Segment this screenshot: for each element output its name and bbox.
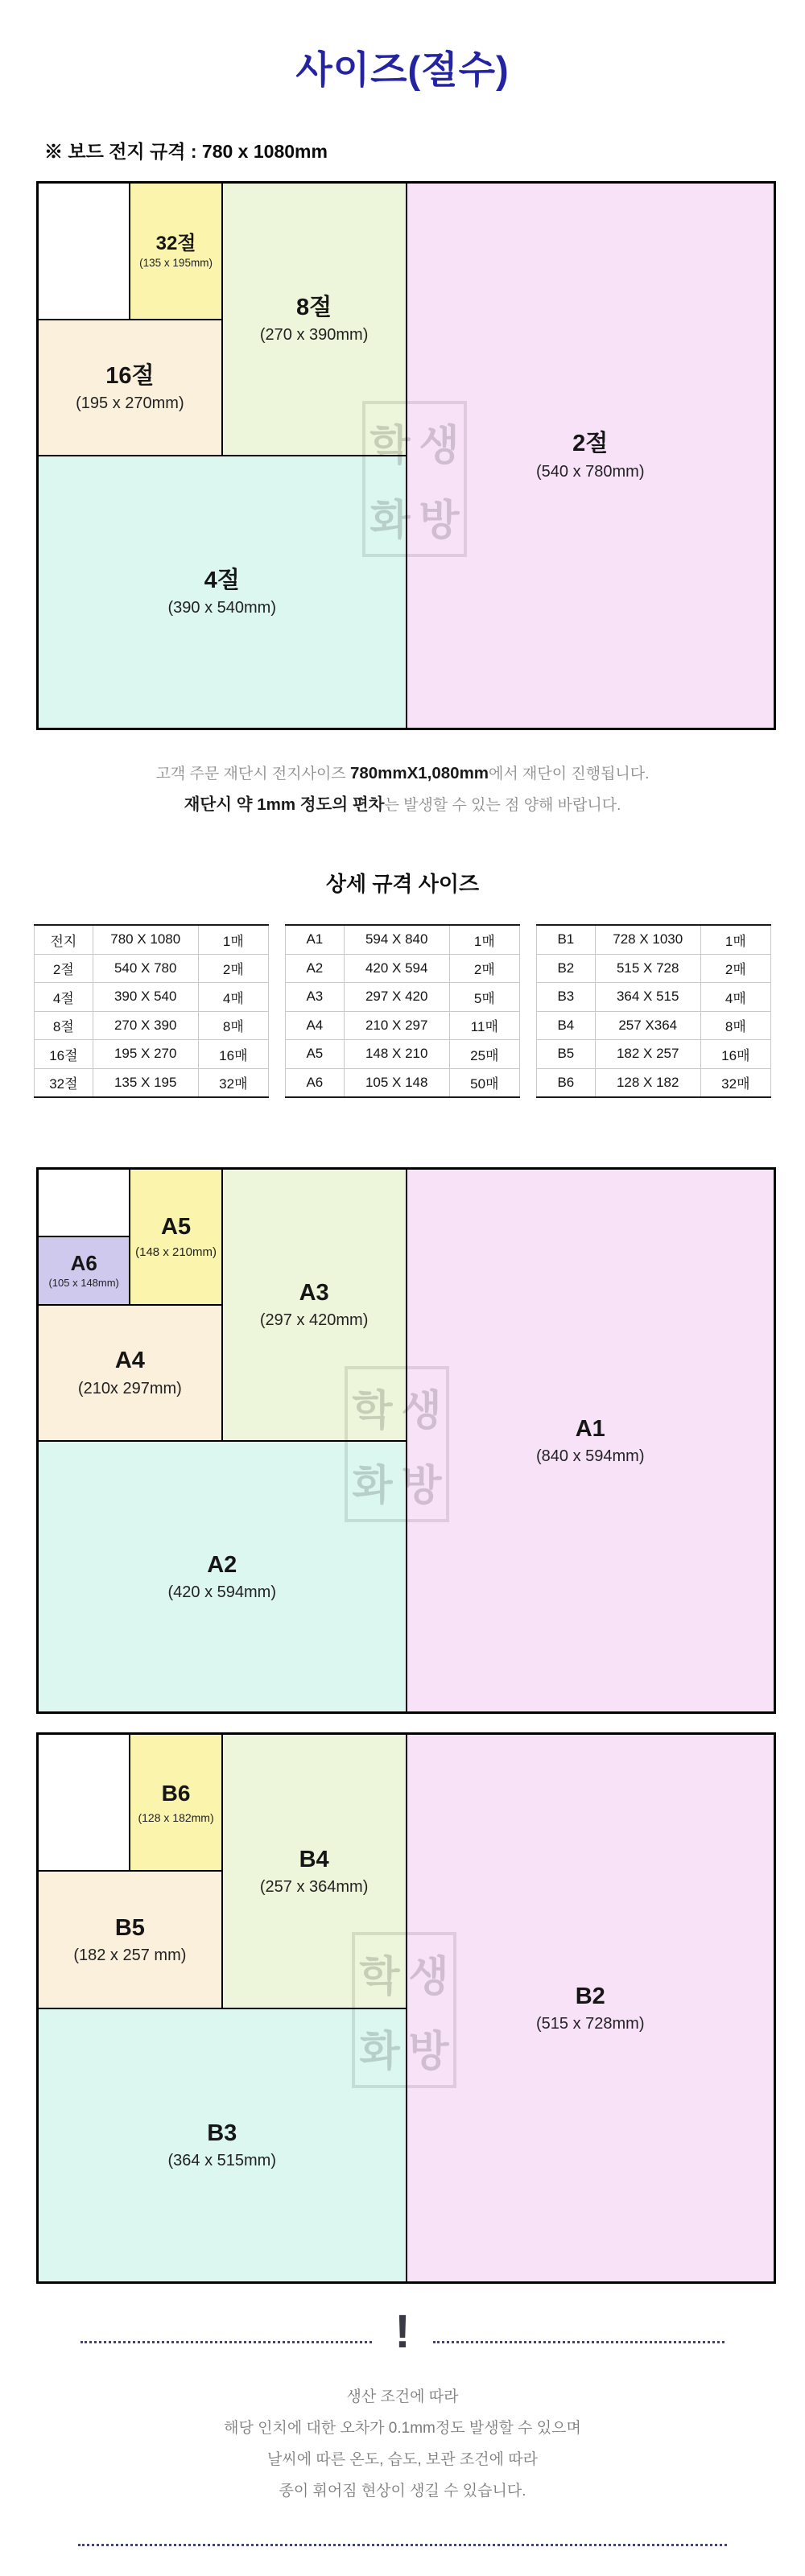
a-series-cell-a2: [38, 1441, 407, 1713]
table-cell: 364 X 515: [595, 983, 700, 1012]
a-series-cell-a5: [130, 1169, 221, 1305]
cell-dimension: (840 x 594mm): [536, 1447, 645, 1466]
jeolsu-diagram: [36, 181, 776, 730]
table-cell: 전지: [35, 925, 93, 954]
b-series-cell-b3: [38, 2008, 407, 2283]
table-cell: 105 X 148: [344, 1068, 449, 1097]
board-spec-heading: ※ 보드 전지 규격 : 780 x 1080mm: [44, 141, 328, 162]
b-series-cell-b5: [38, 1871, 222, 2008]
table-cell: B4: [537, 1011, 596, 1040]
spec-table-b-series: [536, 924, 771, 1098]
table-cell: 16절: [35, 1040, 93, 1069]
b-series-empty-cell: [38, 1734, 130, 1871]
b-series-cell-b6: [130, 1734, 221, 1871]
table-row: [286, 954, 520, 983]
cell-label: 8절: [296, 294, 332, 320]
cell-dimension: (195 x 270mm): [76, 394, 184, 412]
spec-tables-title: 상세 규격 사이즈: [325, 872, 480, 896]
table-cell: B2: [537, 954, 596, 983]
table-cell: B5: [537, 1040, 596, 1069]
table-cell: 420 X 594: [344, 954, 449, 983]
cell-label: B2: [575, 1983, 605, 2009]
cell-dimension: (540 x 780mm): [536, 462, 645, 481]
cell-dimension: (390 x 540mm): [167, 599, 276, 617]
table-cell: 32절: [35, 1068, 93, 1097]
table-cell: 32매: [700, 1068, 770, 1097]
table-cell: B3: [537, 983, 596, 1012]
table-cell: 1매: [700, 925, 770, 954]
table-cell: A6: [286, 1068, 345, 1097]
table-cell: 594 X 840: [344, 925, 449, 954]
notice-text: 는 발생할 수 있는 점 양해 바랍니다.: [384, 797, 621, 814]
spec-table-a-series: [285, 924, 520, 1098]
table-cell: 1매: [198, 925, 268, 954]
table-cell: 2절: [35, 954, 93, 983]
table-row: [286, 1011, 520, 1040]
b-series-diagram: [36, 1732, 776, 2284]
table-cell: 257 X364: [595, 1011, 700, 1040]
table-row: [35, 954, 269, 983]
cell-label: B3: [207, 2120, 237, 2147]
table-row: [286, 1040, 520, 1069]
table-row: [286, 1068, 520, 1097]
table-cell: 297 X 420: [344, 983, 449, 1012]
cell-label: A1: [575, 1415, 605, 1442]
notice-bold-text: 780mmX1,080mm: [349, 764, 489, 782]
table-cell: 25매: [449, 1040, 519, 1069]
cell-label: 16절: [105, 362, 155, 389]
table-cell: 5매: [449, 983, 519, 1012]
warning-line: 종이 휘어짐 현상이 생길 수 있습니다.: [279, 2483, 526, 2500]
cell-label: B4: [299, 1846, 329, 1872]
table-cell: A1: [286, 925, 345, 954]
cell-dimension: (128 x 182mm): [138, 1810, 214, 1824]
cell-dimension: (210x 297mm): [77, 1379, 182, 1397]
table-cell: 32매: [198, 1068, 268, 1097]
cell-label: A2: [207, 1551, 237, 1578]
cell-dimension: (105 x 148mm): [48, 1277, 119, 1290]
a-series-cell-a1: [407, 1169, 775, 1712]
exclamation-mark: !: [394, 2306, 411, 2358]
dotted-divider-bottom: [78, 2544, 727, 2546]
a-series-diagram: [36, 1167, 776, 1714]
table-cell: 390 X 540: [93, 983, 198, 1012]
page-title: 사이즈(절수): [295, 48, 510, 91]
table-cell: 4매: [700, 983, 770, 1012]
table-cell: 515 X 728: [595, 954, 700, 983]
table-cell: 135 X 195: [93, 1068, 198, 1097]
jeolsu-cell-16: [38, 320, 222, 456]
jeolsu-cell-8: [222, 183, 407, 456]
table-row: [537, 925, 771, 954]
cell-dimension: (270 x 390mm): [259, 326, 369, 345]
warning-line: 해당 인치에 대한 오차가 0.1mm정도 발생할 수 있으며: [224, 2420, 581, 2437]
table-row: [537, 983, 771, 1012]
production-warning-text: [0, 2381, 805, 2507]
cell-label: A6: [70, 1251, 97, 1276]
table-cell: 1매: [449, 925, 519, 954]
table-cell: 16매: [700, 1040, 770, 1069]
b-series-cell-b4: [222, 1734, 407, 2008]
cell-dimension: (364 x 515mm): [167, 2152, 276, 2170]
table-row: [537, 1011, 771, 1040]
a-series-cell-a4: [38, 1305, 222, 1441]
a-series-cell-a6: [38, 1236, 130, 1304]
warning-line: 날씨에 따른 온도, 습도, 보관 조건에 따라: [267, 2451, 538, 2468]
table-cell: 728 X 1030: [595, 925, 700, 954]
table-cell: 148 X 210: [344, 1040, 449, 1069]
cut-notice-line-1: [0, 762, 805, 783]
table-cell: 182 X 257: [595, 1040, 700, 1069]
jeolsu-empty-cell: [38, 183, 130, 320]
table-cell: 4절: [35, 983, 93, 1012]
table-cell: 16매: [198, 1040, 268, 1069]
table-row: [537, 1040, 771, 1069]
cut-notice-line-2: [0, 791, 805, 815]
table-row: [35, 1068, 269, 1097]
table-cell: B1: [537, 925, 596, 954]
table-cell: 270 X 390: [93, 1011, 198, 1040]
table-cell: 11매: [449, 1011, 519, 1040]
jeolsu-cell-4: [38, 456, 407, 729]
jeolsu-cell-32: [130, 183, 221, 320]
table-cell: 4매: [198, 983, 268, 1012]
cell-dimension: (297 x 420mm): [259, 1311, 369, 1330]
table-cell: 2매: [198, 954, 268, 983]
cell-label: A5: [161, 1214, 192, 1241]
warning-line: 생산 조건에 따라: [346, 2388, 459, 2405]
a-series-cell-a3: [222, 1169, 407, 1441]
table-row: [35, 1011, 269, 1040]
table-cell: A5: [286, 1040, 345, 1069]
cell-label: 4절: [204, 567, 240, 593]
table-cell: B6: [537, 1068, 596, 1097]
table-row: [537, 1068, 771, 1097]
notice-text: 고객 주문 재단시 전지사이즈: [155, 766, 350, 782]
cell-dimension: (148 x 210mm): [135, 1245, 217, 1259]
table-cell: A2: [286, 954, 345, 983]
cell-dimension: (257 x 364mm): [259, 1877, 369, 1896]
table-cell: 50매: [449, 1068, 519, 1097]
cell-label: B5: [114, 1914, 145, 1941]
cell-label: A4: [114, 1348, 145, 1374]
table-cell: 195 X 270: [93, 1040, 198, 1069]
table-row: [537, 954, 771, 983]
table-cell: A4: [286, 1011, 345, 1040]
b-series-cell-b2: [407, 1734, 775, 2282]
notice-text: 에서 재단이 진행됩니다.: [489, 766, 650, 782]
cell-dimension: (135 x 195mm): [139, 257, 213, 270]
table-cell: 2매: [449, 954, 519, 983]
table-cell: 8매: [700, 1011, 770, 1040]
table-row: [286, 983, 520, 1012]
table-cell: 210 X 297: [344, 1011, 449, 1040]
table-cell: A3: [286, 983, 345, 1012]
cell-label: 32절: [155, 232, 196, 254]
table-cell: 780 X 1080: [93, 925, 198, 954]
a-series-empty-cell: [38, 1169, 130, 1236]
cell-label: A3: [299, 1280, 329, 1307]
table-row: [35, 1040, 269, 1069]
table-cell: 128 X 182: [595, 1068, 700, 1097]
table-row: [35, 983, 269, 1012]
table-cell: 540 X 780: [93, 954, 198, 983]
table-cell: 8매: [198, 1011, 268, 1040]
table-row: [286, 925, 520, 954]
notice-bold-text: 재단시 약 1mm 정도의 편차: [184, 795, 385, 814]
cell-dimension: (515 x 728mm): [536, 2015, 645, 2033]
jeolsu-cell-2: [407, 183, 775, 729]
cell-label: B6: [161, 1781, 191, 1806]
cell-label: 2절: [572, 431, 609, 457]
table-cell: 8절: [35, 1011, 93, 1040]
table-cell: 2매: [700, 954, 770, 983]
cell-dimension: (182 x 257 mm): [73, 1946, 187, 1965]
table-row: [35, 925, 269, 954]
cell-dimension: (420 x 594mm): [167, 1583, 276, 1601]
spec-table-jeolsu: [34, 924, 269, 1098]
